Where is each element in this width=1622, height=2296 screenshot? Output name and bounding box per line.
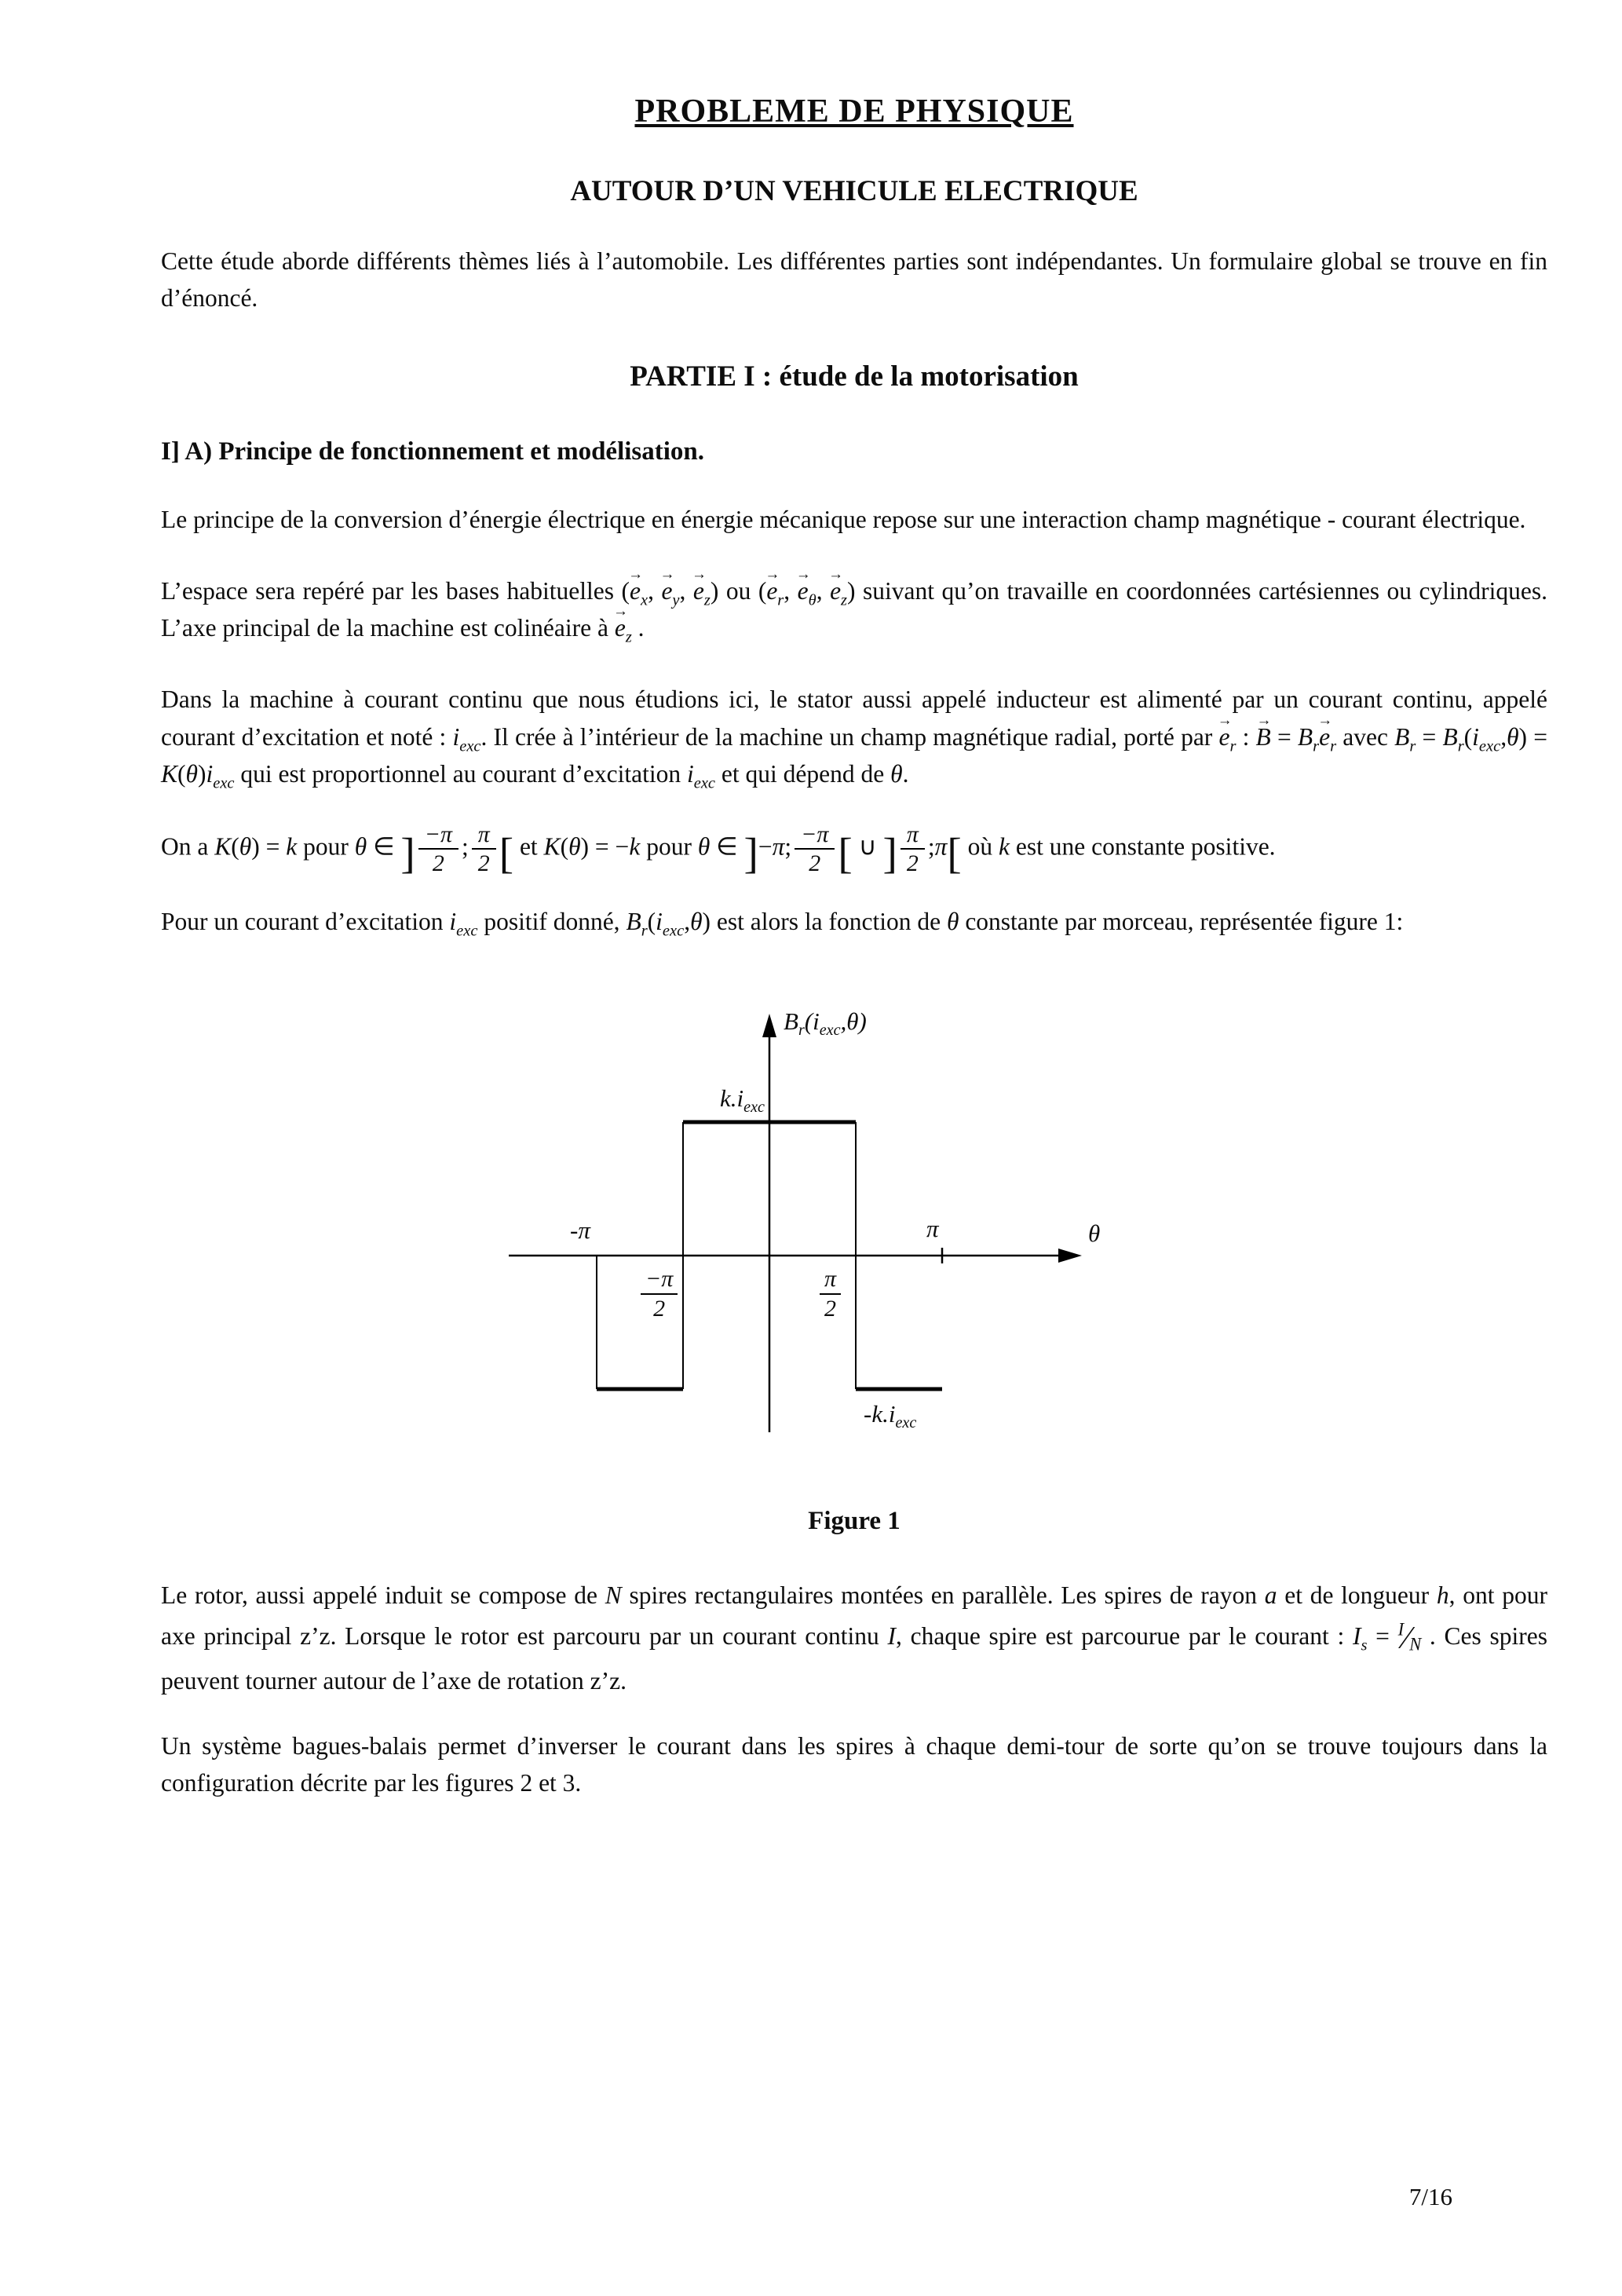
- paragraph-bagues-balais: Un système bagues-balais permet d’inverser le courant dans les spires à chaque demi-tour de sorte qu’on se trouve toujours dans la configuration décrite par les figures 2 et 3.: [161, 1731, 1547, 1797]
- part-heading: PARTIE I : étude de la motorisation: [630, 360, 1079, 393]
- paragraph-rotor: Le rotor, aussi appelé induit se compose de N spires rectangulaires montées en parallèle. Les spires de rayon a et de longueur h, ont pour axe principal z’z. Lorsque le rotor est parcouru par un courant continu I, chaque spire est parcourue par le courant : $I_s$ = $^I⁄_N$ . Ces spires peuvent tourner autour de l’axe de rotation z’z.: [161, 1581, 1548, 1695]
- figure-level-k-label: $k.i_{exc}$: [720, 1084, 765, 1117]
- section-heading: I] A) Principe de fonctionnement et modélisation.: [161, 437, 705, 466]
- figure-pi-label: π: [926, 1215, 939, 1243]
- paragraph-k-theta: On a K(θ) = k pour θ ∈ ] $\frac{-\pi}{2}$ ; $\frac{\pi}{2}$ [ et K(θ) = −k pour θ ∈ ]−π; $\frac{-\pi}{2}$ [ ∪ ] $\frac{\pi}{2}$ ;π[ où k est une constante positive.: [161, 821, 1276, 878]
- paragraph-principle: Le principe de la conversion d’énergie électrique en énergie mécanique repose sur une interaction champ magnétique - courant électrique.: [161, 505, 1526, 533]
- paragraph-figure-intro: Pour un courant d’excitation $i_{exc}$ positif donné, $B_r(i_{exc},\theta)$ est alors la fonction de θ constante par morceau, représentée figure 1:: [161, 907, 1404, 940]
- figure-neg-pi-over-2-label: [641, 1267, 678, 1321]
- document-subtitle: AUTOUR D’UN VEHICULE ELECTRIQUE: [570, 175, 1138, 207]
- figure-y-axis-label: $B_r(i_{exc},\theta)$: [784, 1007, 867, 1040]
- figure-neg-pi-label: -π: [570, 1216, 590, 1245]
- figure-caption: Figure 1: [808, 1507, 901, 1536]
- step-function-plot: [416, 989, 1170, 1468]
- y-axis-arrow: [762, 1014, 776, 1037]
- figure-1-plot: [416, 989, 1170, 1468]
- figure-theta-label: θ: [1088, 1219, 1101, 1248]
- paragraph-space-bases: L’espace sera repéré par les bases habituelles ($e \to_x$, $e \to_y$, $e \to_z$) ou ($e \to_r$, $e \to_\theta$, $e \to_z$) suivant qu’on travaille en coordonnées cartésiennes ou cylindriques. L’axe principal de la machine est colinéaire à $e \to_z$ .: [161, 572, 1547, 647]
- fraction-denominator: 2: [820, 1293, 841, 1322]
- figure-pi-over-2-label: [820, 1267, 841, 1321]
- page-number: 7/16: [1408, 2183, 1452, 2210]
- figure-level-neg-k-label: $-k.i_{exc}$: [864, 1400, 917, 1432]
- fraction-numerator: −π: [645, 1266, 674, 1292]
- document-title: PROBLEME DE PHYSIQUE: [634, 93, 1074, 130]
- intro-paragraph: Cette étude aborde différents thèmes liés à l’automobile. Les différentes parties sont indépendantes. Un formulaire global se trouve en fin d’énoncé.: [161, 247, 1547, 313]
- paragraph-machine: Dans la machine à courant continu que nous étudions ici, le stator aussi appelé inducteur est alimenté par un courant continu, appelé courant d’excitation et noté : $i_{exc}$. Il crée à l’intérieur de la machine un champ magnétique radial, porté par $e \to_r$ : B → = $B_re \to_r$ avec $B_r = B_r(i_{exc},\theta) = K(\theta)i_{exc}$ qui est proportionnel au courant d’excitation $i_{exc}$ et qui dépend de θ.: [161, 681, 1547, 792]
- fraction-denominator: 2: [641, 1293, 678, 1322]
- x-axis-arrow: [1058, 1249, 1082, 1263]
- fraction-numerator: π: [824, 1266, 837, 1292]
